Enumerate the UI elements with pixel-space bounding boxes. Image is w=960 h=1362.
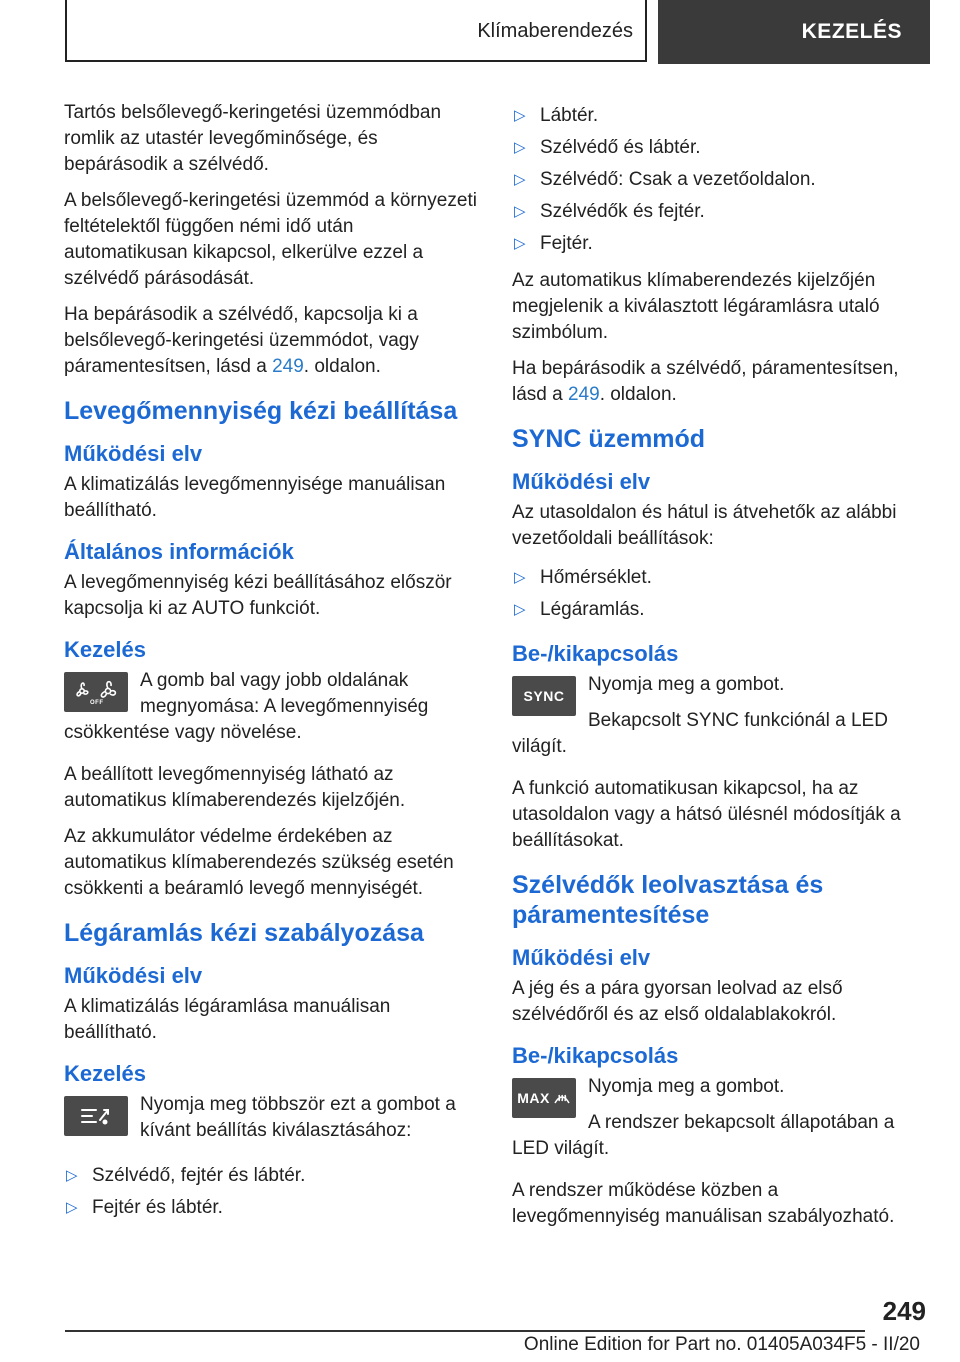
bullet-triangle-icon: ▷: [514, 203, 526, 220]
paragraph: A gomb bal vagy jobb oldalának megnyomása: A levegőmennyiség csökkentése vagy növelése.: [64, 670, 429, 743]
text: Ha bepárásodik a szélvédő, páramentesítsen, lásd a: [512, 358, 899, 405]
page-header: [65, 0, 930, 64]
list-item-text: Szélvédők és fejtér.: [540, 201, 705, 222]
paragraph: Az akkumulátor védelme érdekében az automatikus klímaberendezés szükség esetén csökkenti a beáramló levegő mennyiségét.: [64, 826, 454, 899]
paragraph: A levegőmennyiség kézi beállításához először kapcsolja ki az AUTO funkciót.: [64, 572, 452, 619]
paragraph: A klimatizálás levegőmennyisége manuálisan beállítható.: [64, 474, 446, 521]
right-column: [512, 100, 928, 1240]
list-item-text: Szélvédő: Csak a vezetőoldalon.: [540, 169, 816, 190]
paragraph: A beállított levegőmennyiség látható az automatikus klímaberendezés kijelzőjén.: [64, 764, 406, 811]
list-item: [512, 164, 928, 196]
paragraph: A belsőlevegő-keringetési üzemmód a környezeti feltételektől függően némi idő után automatikusan kikapcsol, elkerülve ezzel a szélvédő párásodását.: [64, 190, 477, 289]
left-column: [64, 100, 480, 1232]
subheading-on-off: Be-/kikapcsolás: [512, 1043, 679, 1068]
air-flow-options-list: [64, 1160, 480, 1224]
sync-button-block: [512, 672, 928, 770]
paragraph: Az utasoldalon és hátul is átvehetők az alábbi vezetőoldali beállítások:: [512, 502, 897, 549]
list-item: [512, 562, 928, 594]
paragraph: Nyomja meg többször ezt a gombot a kívánt beállítás kiválasztásához:: [140, 1094, 456, 1141]
subheading-general-info: Általános információk: [64, 539, 294, 564]
list-item-text: Szélvédő és lábtér.: [540, 137, 701, 158]
paragraph: A funkció automatikusan kikapcsol, ha az utasoldalon vagy a hátsó ülésnél módosítják a beállításokat.: [512, 778, 901, 851]
heading-sync-mode: SYNC üzemmód: [512, 425, 706, 453]
subheading-principle: Működési elv: [512, 945, 651, 970]
page-number: 249: [882, 1296, 926, 1326]
paragraph: Bekapcsolt SYNC funkciónál a LED világít.: [512, 710, 888, 757]
bullet-triangle-icon: ▷: [514, 569, 526, 586]
max-label: MAX: [517, 1090, 550, 1106]
bullet-triangle-icon: ▷: [66, 1199, 78, 1216]
text: . oldalon.: [599, 384, 677, 405]
list-item-text: Fejtér és lábtér.: [92, 1197, 223, 1218]
subheading-principle: Működési elv: [64, 963, 203, 988]
subheading-principle: Működési elv: [512, 469, 651, 494]
paragraph: [64, 302, 480, 380]
subheading-on-off: Be-/kikapcsolás: [512, 641, 679, 666]
heading-defrost: Szélvédők leolvasztása és páramentesítése: [512, 871, 824, 929]
heading-air-volume: Levegőmennyiség kézi beállítása: [64, 397, 458, 425]
paragraph: [512, 356, 928, 408]
fan-speed-button-icon: [64, 672, 128, 712]
heading-air-flow: Légáramlás kézi szabályozása: [64, 919, 424, 947]
list-item: [512, 196, 928, 228]
page-link[interactable]: 249: [567, 384, 600, 405]
footer-divider: [65, 1330, 865, 1332]
list-item: [512, 594, 928, 626]
paragraph: Az automatikus klímaberendezés kijelzőjén megjelenik a kiválasztott légáramlásra utaló szimbólum.: [512, 270, 880, 343]
list-item: [512, 228, 928, 260]
bullet-triangle-icon: ▷: [514, 107, 526, 124]
sync-settings-list: [512, 562, 928, 626]
paragraph: Tartós belsőlevegő-keringetési üzemmódban romlik az utastér levegőminősége, és bepárásodik a szélvédő.: [64, 102, 442, 175]
paragraph: Nyomja meg a gombot.: [588, 674, 785, 695]
bullet-triangle-icon: ▷: [66, 1167, 78, 1184]
edition-text: Online Edition for Part no. 01405A034F5 - II/20: [523, 1334, 920, 1355]
list-item-text: Fejtér.: [540, 233, 593, 254]
page-link[interactable]: 249: [272, 356, 304, 377]
air-flow-options-list: [512, 100, 928, 260]
subheading-principle: Működési elv: [64, 441, 203, 466]
paragraph: A jég és a pára gyorsan leolvad az első szélvédőről és az első oldalablakokról.: [512, 978, 843, 1025]
chapter-title: KEZELÉS: [658, 0, 930, 64]
list-item: [512, 132, 928, 164]
subheading-operation: Kezelés: [64, 1061, 146, 1086]
bullet-triangle-icon: ▷: [514, 235, 526, 252]
list-item: [512, 100, 928, 132]
bullet-triangle-icon: ▷: [514, 139, 526, 156]
paragraph: A rendszer bekapcsolt állapotában a LED világít.: [512, 1112, 895, 1159]
svg-text:OFF: OFF: [90, 700, 104, 706]
max-defrost-button-icon: [512, 1078, 576, 1118]
list-item: [64, 1160, 480, 1192]
list-item-text: Szélvédő, fejtér és lábtér.: [92, 1165, 306, 1186]
list-item-text: Hőmérséklet.: [540, 567, 652, 588]
air-distribution-button-block: [64, 1092, 480, 1154]
bullet-triangle-icon: ▷: [514, 601, 526, 618]
paragraph: A rendszer működése közben a levegőmennyiség manuálisan szabályozható.: [512, 1180, 895, 1227]
list-item-text: Légáramlás.: [540, 599, 645, 620]
paragraph: Nyomja meg a gombot.: [588, 1076, 785, 1097]
list-item: [64, 1192, 480, 1224]
text: Ha bepárásodik a szélvédő, kapcsolja ki a belsőlevegő-keringetési üzemmódot, vagy páramentesítsen, lásd a: [64, 304, 419, 377]
section-title: Klímaberendezés: [65, 0, 647, 62]
fan-button-block: [64, 668, 480, 756]
air-distribution-button-icon: [64, 1096, 128, 1136]
list-item-text: Lábtér.: [540, 105, 599, 126]
subheading-operation: Kezelés: [64, 637, 146, 662]
text: . oldalon.: [303, 356, 381, 377]
max-defrost-button-block: [512, 1074, 928, 1172]
sync-button-icon: SYNC: [512, 676, 576, 716]
paragraph: A klimatizálás légáramlása manuálisan beállítható.: [64, 996, 391, 1043]
bullet-triangle-icon: ▷: [514, 171, 526, 188]
